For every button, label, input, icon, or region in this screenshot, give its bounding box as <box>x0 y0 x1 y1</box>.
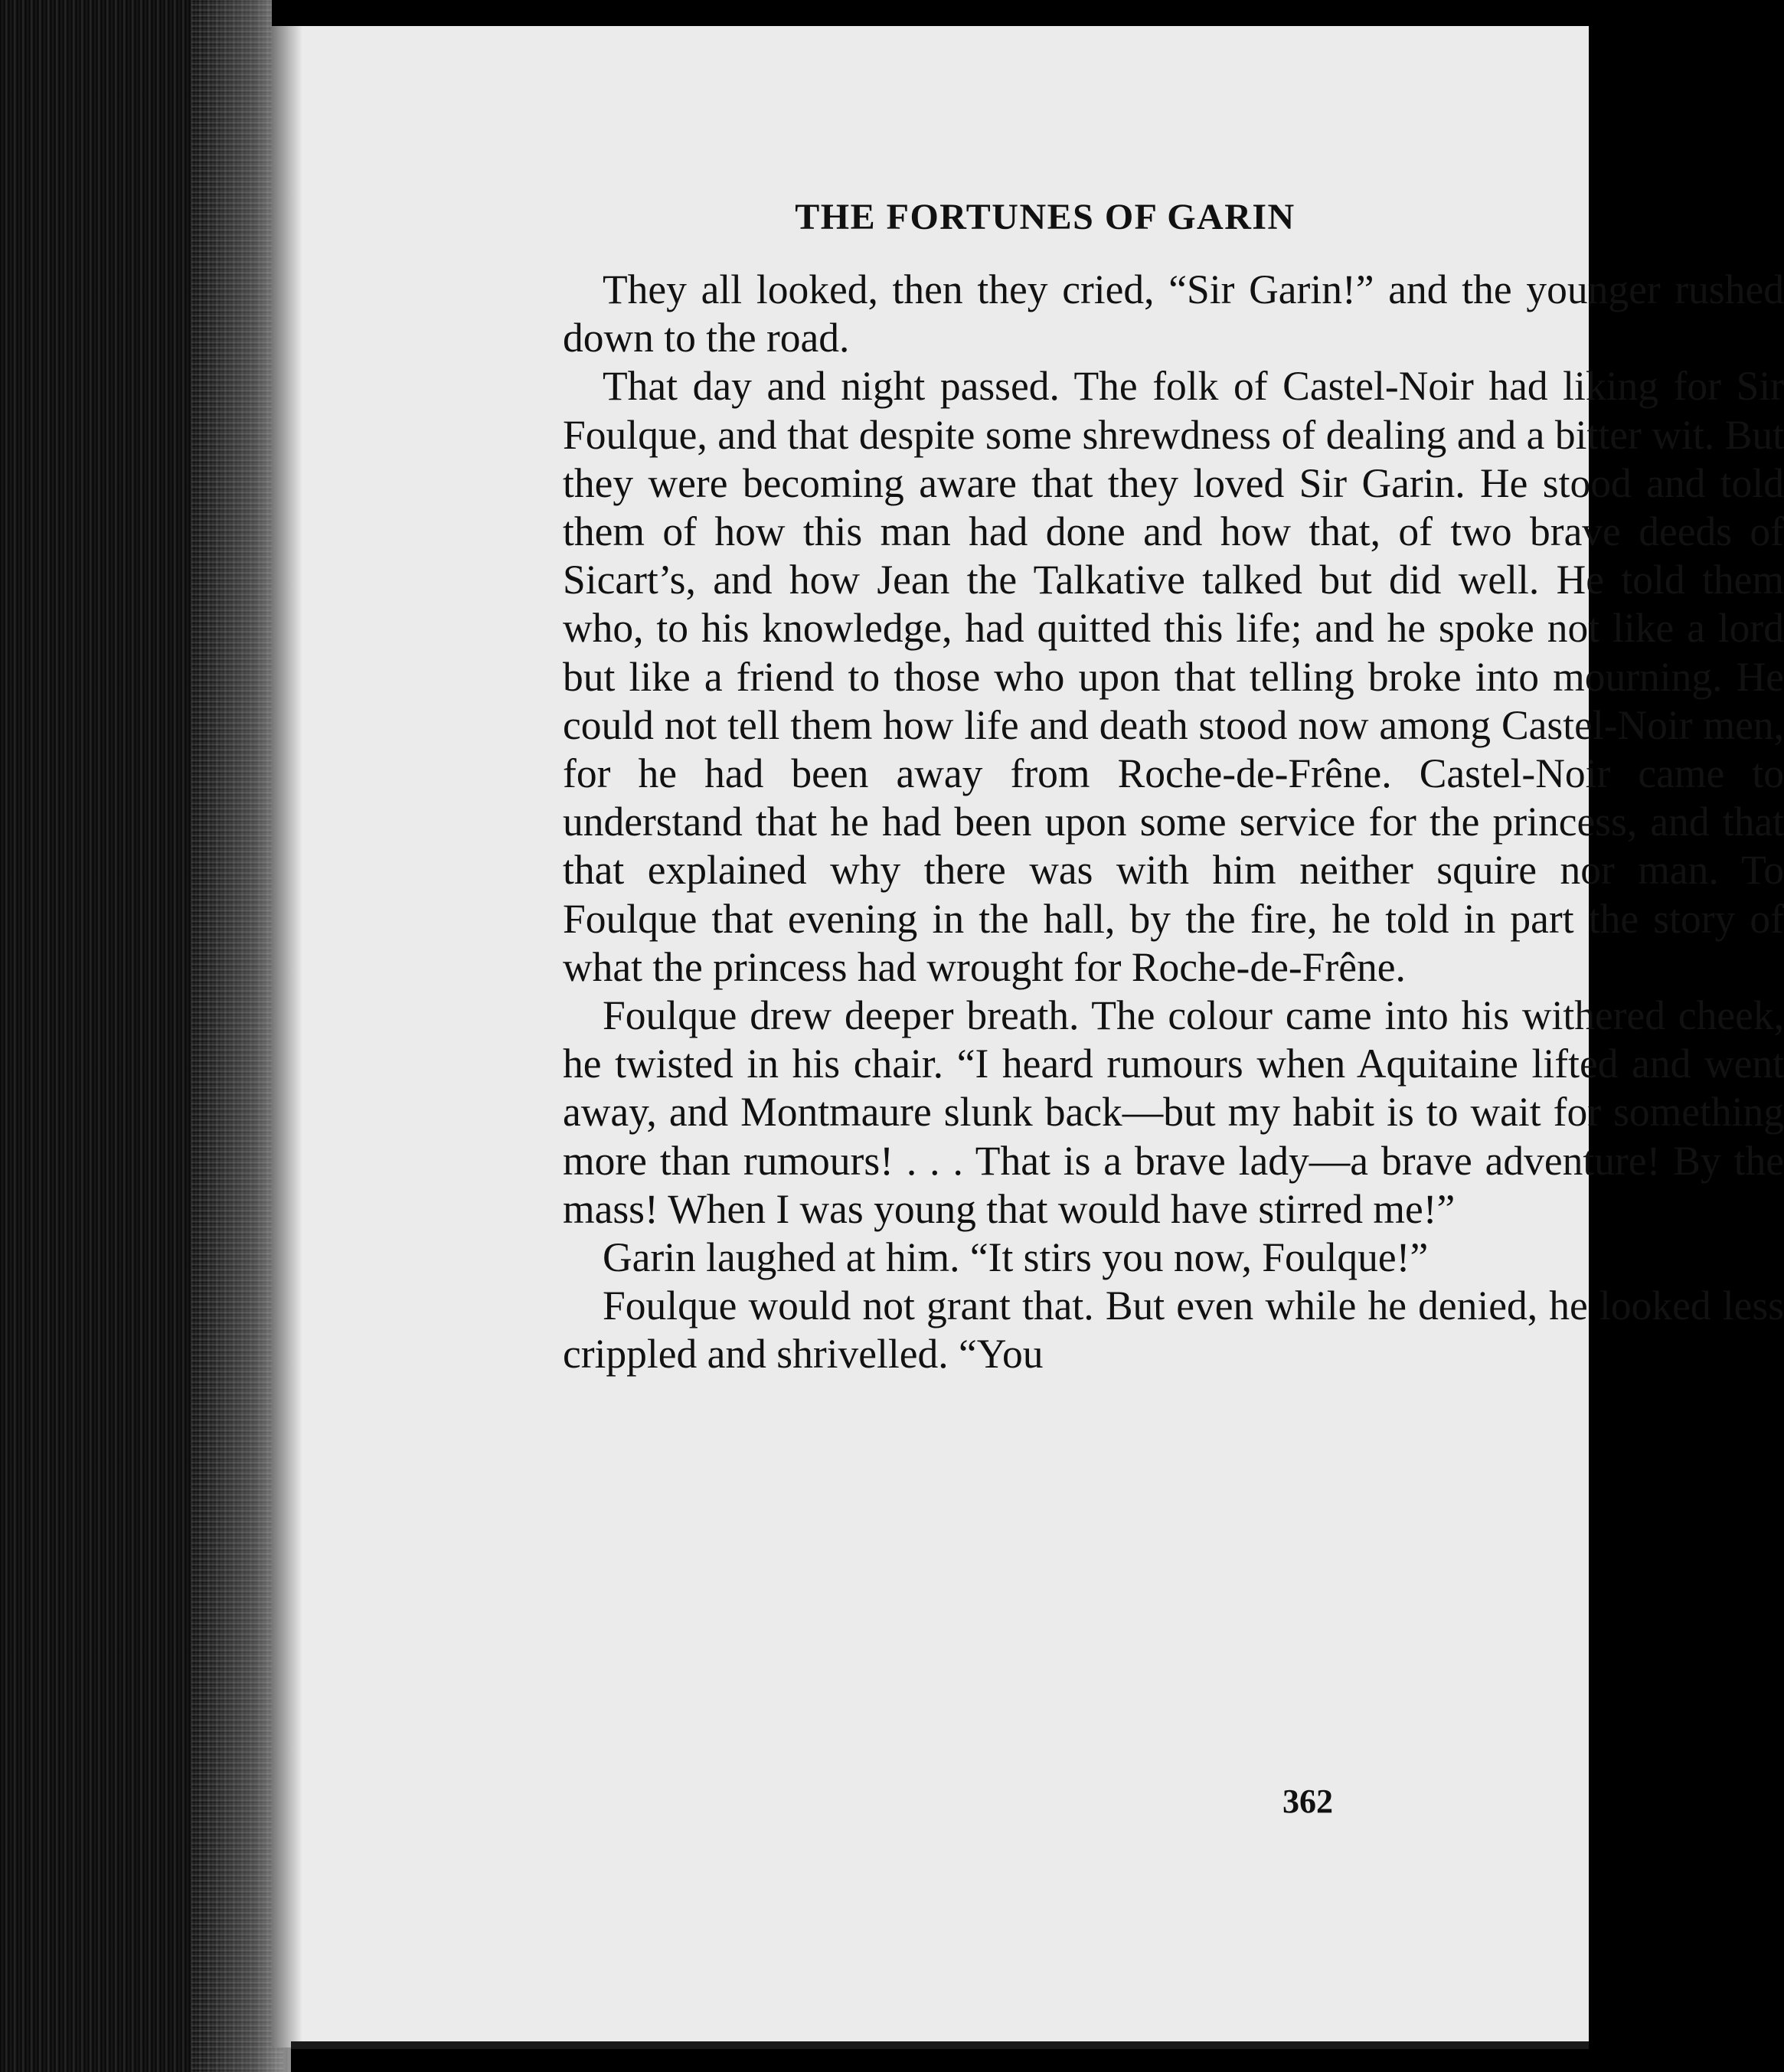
gutter-shadow <box>272 26 302 2047</box>
paragraph: They all looked, then they cried, “Sir Garin!” and the younger rushed down to the road. <box>563 266 1784 361</box>
paragraph: That day and night passed. The folk of Castel-Noir had liking for Sir Foulque, and that despite some shrewdness of dealing and a bitter wit. But they were becoming aware that they loved Sir Garin. He stood and told them of how this man had done and how that, of two brave deeds of Sicart’s, and how Jean the Talkative talked but did well. He told them who, to his knowledge, had quitted this life; and he spoke not like a lord but like a friend to those who upon that telling broke into mourning. He could not tell them how life and death stood now among Castel-Noir men, for he had been away from Roche-de-Frêne. Castel-Noir came to understand that he had been upon some service for the princess, and that that explained why there was with him neither squire nor man. To Foulque that evening in the hall, by the fire, he told in part the story of what the princess had wrought for Roche-de-Frêne. <box>563 363 1784 990</box>
paragraph: Foulque would not grant that. But even while he denied, he looked less crippled and shrivelled. “You <box>563 1283 1784 1378</box>
book-page <box>272 26 1784 2047</box>
paragraph: Foulque drew deeper breath. The colour came into his withered cheek, he twisted in his chair. “I heard rumours when Aquitaine lifted and went away, and Montmaure slunk back—but my habit is to wait for something more than rumours! . . . That is a brave lady—a brave adventure! By the mass! When I was young that would have stirred me!” <box>563 992 1784 1232</box>
paragraph: Garin laughed at him. “It stirs you now, Foulque!” <box>603 1234 1429 1281</box>
running-head: THE FORTUNES OF GARIN <box>795 197 1296 237</box>
page-edge-texture <box>191 0 283 2072</box>
page-number: 362 <box>1282 1783 1333 1820</box>
bottom-edge <box>291 2041 1589 2049</box>
top-margin-shadow <box>272 0 1589 26</box>
body-text <box>563 266 1784 1379</box>
